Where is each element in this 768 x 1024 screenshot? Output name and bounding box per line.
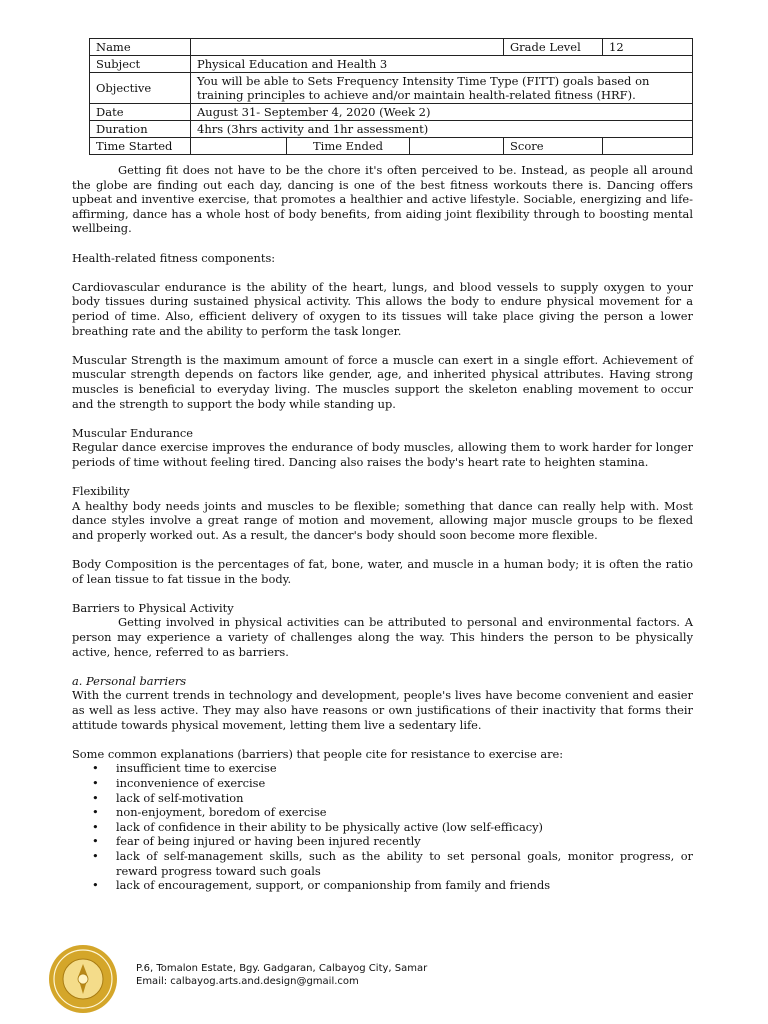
time-started-label: Time Started [90,138,191,155]
list-item-text: fear of being injured or having been injured recently [116,834,421,849]
list-item-text: lack of self-motivation [116,790,244,805]
score-value [603,138,693,155]
bullet-icon: • [92,834,99,849]
table-row [90,56,693,73]
grade-level-value: 12 [603,39,693,56]
name-value [191,39,504,56]
barriers-heading: Barriers to Physical Activity [72,600,234,615]
bullet-icon: • [92,878,99,893]
footer-email: Email: calbayog.arts.and.design@gmail.com [136,976,359,987]
grade-level-label: Grade Level [504,39,603,56]
list-item-text: lack of encouragement, support, or companionship from family and friends [116,878,551,893]
personal-barriers-paragraph: With the current trends in technology and development, people's lives have become convenient and easier as well as less active. They may also have reasons or own justifications of their inactivity that forms their attitude towards physical movement, letting them live a sedentary life. [72,688,693,732]
list-item-text: insufficient time to exercise [116,761,277,776]
personal-barriers-heading: a. Personal barriers [72,673,187,688]
list-item [72,805,693,820]
flexibility-heading: Flexibility [72,484,130,499]
bullet-icon: • [92,848,99,863]
objective-value: You will be able to Sets Frequency Intensity Time Type (FITT) goals based on training principles to achieve and/or maintain health-related fitness (HRF). [191,73,693,104]
endurance-paragraph: Regular dance exercise improves the endurance of body muscles, allowing them to work harder for longer periods of time without feeling tired. Dancing also raises the body's heart rate to heighten stamina. [72,440,693,469]
bullet-icon: • [92,805,99,820]
list-item [72,878,693,893]
subject-value: Physical Education and Health 3 [191,56,693,73]
bullet-icon: • [92,819,99,834]
list-item-text: inconvenience of exercise [116,775,266,790]
body-composition-paragraph: Body Composition is the percentages of fat, bone, water, and muscle in a human body; it is often the ratio of lean tissue to fat tissue in the body. [72,557,693,586]
list-item [72,849,693,878]
time-ended-label: Time Ended [286,138,410,155]
time-ended-value [410,138,504,155]
footer-contact [136,962,427,988]
bullet-icon: • [92,790,99,805]
subject-label: Subject [90,56,191,73]
bullet-icon: • [92,761,99,776]
barriers-list [72,761,693,892]
table-row [90,39,693,56]
table-row [90,121,693,138]
bullet-icon: • [92,775,99,790]
time-started-value [191,138,287,155]
common-explanations-intro: Some common explanations (barriers) that people cite for resistance to exercise are: [72,746,564,761]
duration-value: 4hrs (3hrs activity and 1hr assessment) [191,121,693,138]
page-footer [48,944,728,1014]
hrf-heading: Health-related fitness components: [72,250,276,265]
cardio-paragraph: Cardiovascular endurance is the ability of the heart, lungs, and blood vessels to supply oxygen to your body tissues during sustained physical activity. This allows the body to endure physical movement for a period of time. Also, efficient delivery of oxygen to its tissues will take place giving the person a lower breathing rate and the ability to perform the task longer. [72,279,693,338]
list-item-text: lack of self-management skills, such as the ability to set personal goals, monitor progress, or reward progress toward such goals [116,848,693,878]
table-row [90,138,693,155]
table-row [90,73,693,104]
strength-paragraph: Muscular Strength is the maximum amount of force a muscle can exert in a single effort. Achievement of muscular strength depends on factors like gender, age, and inherited physical attributes. Having strong muscles is beneficial to everyday living. The muscles support the skeleton enabling movement to occur and the strength to support the body while standing up. [72,352,693,411]
objective-label: Objective [90,73,191,104]
list-item [72,834,693,849]
flexibility-paragraph: A healthy body needs joints and muscles to be flexible; something that dance can really help with. Most dance styles involve a great range of motion and movement, allowing major muscle groups to be flexed and properly worked out. As a result, the dancer's body should soon become more flexible. [72,498,693,542]
lesson-content [72,163,693,893]
list-item [72,776,693,791]
list-item [72,761,693,776]
duration-label: Duration [90,121,191,138]
date-label: Date [90,104,191,121]
list-item [72,820,693,835]
intro-paragraph: Getting fit does not have to be the chore it's often perceived to be. Instead, as people all around the globe are finding out each day, dancing is one of the best fitness workouts there is. Dancing offers upbeat and inventive exercise, that promotes a healthier and active lifestyle. Sociable, energizing and life-affirming, dance has a whole host of body benefits, from aiding joint flexibility through to boosting mental wellbeing. [72,163,693,236]
table-row [90,104,693,121]
list-item-text: non-enjoyment, boredom of exercise [116,805,327,820]
list-item [72,791,693,806]
school-seal-icon [48,944,118,1014]
barriers-intro-paragraph: Getting involved in physical activities can be attributed to personal and environmental factors. A person may experience a variety of challenges along the way. This hinders the person to be physically active, hence, referred to as barriers. [72,615,693,659]
lesson-info-table [89,38,693,155]
endurance-heading: Muscular Endurance [72,425,194,440]
footer-address: P.6, Tomalon Estate, Bgy. Gadgaran, Calbayog City, Samar [136,963,428,974]
name-label: Name [90,39,191,56]
date-value: August 31- September 4, 2020 (Week 2) [191,104,693,121]
score-label: Score [504,138,603,155]
list-item-text: lack of confidence in their ability to be physically active (low self-efficacy) [116,819,543,834]
